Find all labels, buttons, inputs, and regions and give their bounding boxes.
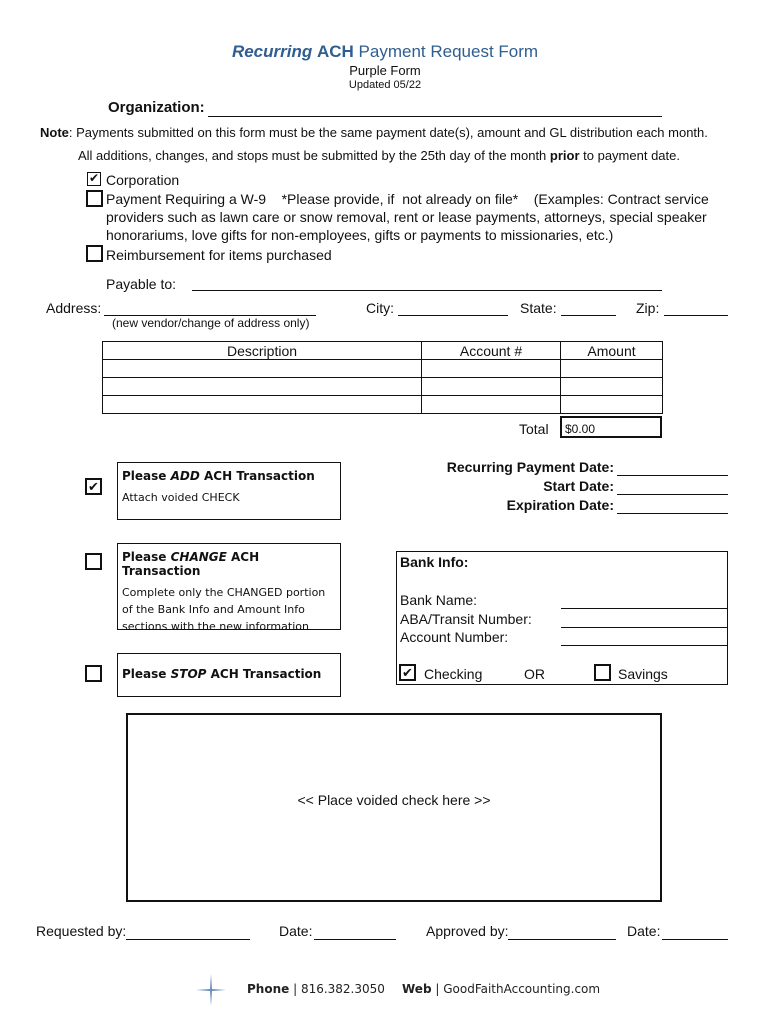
organization-label: Organization:: [108, 99, 205, 116]
stop-ach-checkbox[interactable]: [85, 665, 102, 682]
table-row: [103, 378, 663, 396]
add-ach-instructions: Attach voided CHECK: [122, 491, 240, 504]
amount-header: Amount: [561, 342, 663, 360]
footer-web: Web | GoodFaithAccounting.com: [402, 982, 601, 996]
bank-info-box: [396, 551, 728, 685]
savings-label: Savings: [618, 666, 668, 682]
footer-phone: Phone | 816.382.3050: [247, 982, 385, 996]
checking-checkbox[interactable]: ✔: [399, 664, 416, 681]
sparkle-logo-icon: [196, 974, 226, 1006]
line-items-table: [102, 341, 663, 414]
expiration-date-label: Expiration Date:: [506, 497, 614, 513]
date-label-1: Date:: [279, 923, 313, 939]
amount-cell[interactable]: [561, 360, 663, 378]
expiration-date-field[interactable]: [617, 513, 728, 514]
date-field-2[interactable]: [662, 939, 728, 940]
updated-date: Updated 05/22: [348, 79, 422, 91]
state-label: State:: [520, 300, 557, 316]
payable-to-field[interactable]: [192, 290, 662, 291]
stop-ach-title: Please STOP ACH Transaction: [122, 667, 322, 681]
approved-by-label: Approved by:: [426, 923, 509, 939]
savings-checkbox[interactable]: [594, 664, 611, 681]
note-line-1: Note: Payments submitted on this form must be the same payment date(s), amount and GL distribution each month.: [40, 125, 708, 140]
aba-label: ABA/Transit Number:: [400, 611, 532, 627]
note-line-2: All additions, changes, and stops must be submitted by the 25th day of the month prior to payment date.: [78, 148, 680, 163]
form-subtitle: Purple Form: [349, 63, 421, 78]
description-cell[interactable]: [103, 360, 422, 378]
city-label: City:: [366, 300, 394, 316]
total-value: $0.00: [560, 416, 662, 438]
recurring-date-field[interactable]: [617, 475, 728, 476]
bank-name-label: Bank Name:: [400, 592, 478, 608]
w9-examples-line-3: honorariums, love gifts for non-employees, gifts or payments to missionaries, etc.): [106, 227, 614, 243]
zip-field[interactable]: [664, 315, 728, 316]
approved-by-field[interactable]: [508, 939, 616, 940]
account-header: Account #: [422, 342, 561, 360]
w9-label: Payment Requiring a W-9 *Please provide, if not already on file* (Examples: Contract service: [106, 191, 709, 207]
reimbursement-checkbox[interactable]: [86, 245, 103, 262]
change-ach-box: [117, 543, 341, 633]
corporation-checkbox[interactable]: ✔: [88, 171, 100, 185]
start-date-label: Start Date:: [543, 478, 614, 494]
requested-by-label: Requested by:: [36, 923, 127, 939]
payable-to-label: Payable to:: [106, 276, 177, 292]
account-number-field[interactable]: [561, 645, 727, 646]
reimbursement-label: Reimbursement for items purchased: [106, 247, 332, 263]
account-cell[interactable]: [422, 360, 561, 378]
add-ach-box: [117, 462, 341, 520]
date-field-1[interactable]: [314, 939, 396, 940]
checking-label: Checking: [424, 666, 483, 682]
description-cell[interactable]: [103, 378, 422, 396]
recurring-date-label: Recurring Payment Date:: [446, 459, 614, 475]
table-header-row: [103, 342, 663, 360]
voided-check-instructions: << Place voided check here >>: [297, 792, 491, 808]
address-label: Address:: [46, 300, 102, 316]
description-cell[interactable]: [103, 396, 422, 414]
w9-examples-line-2: providers such as lawn care or snow removal, rent or lease payments, attorneys, special speaker: [106, 209, 707, 225]
description-header: Description: [103, 342, 422, 360]
stop-ach-box: [117, 653, 341, 697]
amount-cell[interactable]: [561, 378, 663, 396]
change-ach-instructions: Complete only the CHANGED portion of the Bank Info and Amount Info sections with the new information: [122, 586, 326, 633]
change-ach-checkbox[interactable]: [85, 553, 102, 570]
address-note: (new vendor/change of address only): [112, 316, 310, 330]
account-number-label: Account Number:: [400, 629, 509, 645]
or-label: OR: [524, 666, 545, 682]
account-cell[interactable]: [422, 396, 561, 414]
total-label: Total: [519, 421, 549, 437]
city-field[interactable]: [398, 315, 508, 316]
table-row: [103, 396, 663, 414]
form-title: Recurring ACH Payment Request Form: [231, 42, 539, 61]
amount-cell[interactable]: [561, 396, 663, 414]
start-date-field[interactable]: [617, 494, 728, 495]
bank-name-field[interactable]: [561, 608, 727, 609]
corporation-label: Corporation: [106, 172, 180, 188]
voided-check-area[interactable]: [126, 713, 662, 902]
w9-checkbox[interactable]: [86, 190, 103, 207]
table-row: [103, 360, 663, 378]
organization-field[interactable]: [208, 116, 662, 117]
change-ach-title: Please CHANGE ACH Transaction: [122, 550, 260, 578]
state-field[interactable]: [561, 315, 616, 316]
add-ach-title: Please ADD ACH Transaction: [122, 469, 315, 483]
requested-by-field[interactable]: [126, 939, 250, 940]
aba-field[interactable]: [561, 627, 727, 628]
zip-label: Zip:: [636, 300, 660, 316]
account-cell[interactable]: [422, 378, 561, 396]
add-ach-checkbox[interactable]: ✔: [85, 478, 102, 495]
bank-info-title: Bank Info:: [400, 554, 469, 570]
date-label-2: Date:: [627, 923, 661, 939]
